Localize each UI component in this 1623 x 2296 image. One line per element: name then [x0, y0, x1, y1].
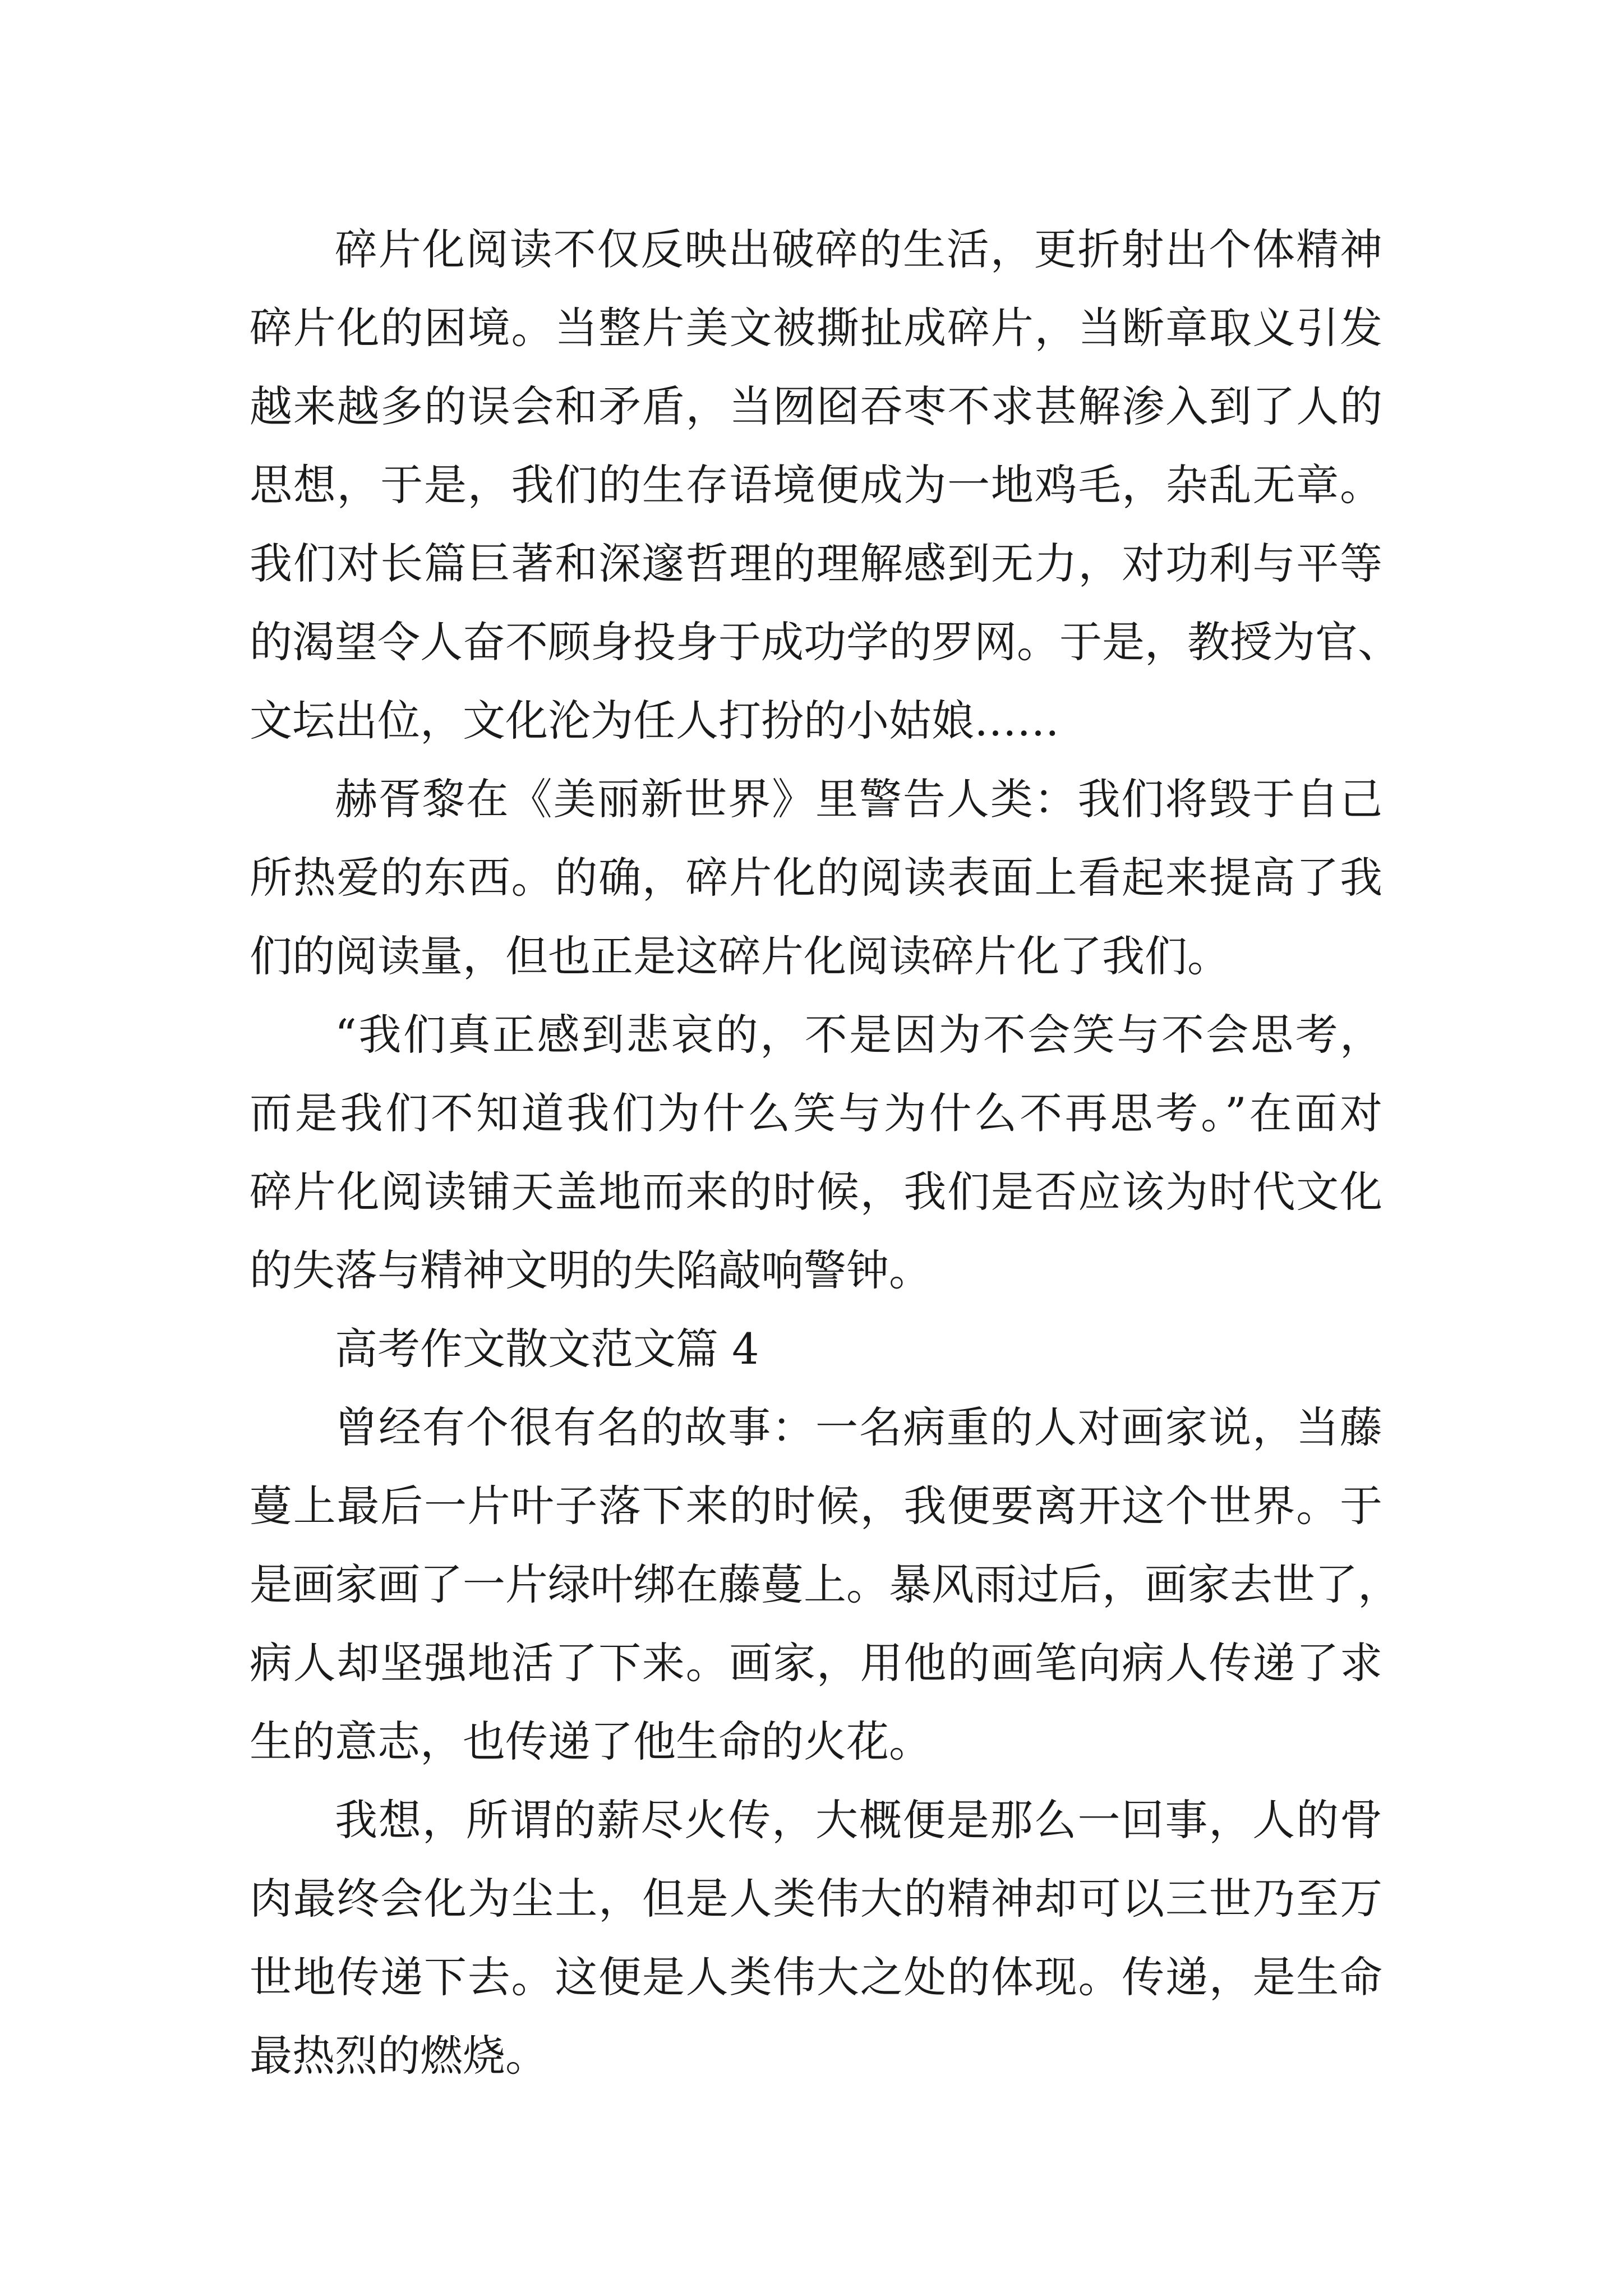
paragraph-line: 最热烈的燃烧。 — [250, 2031, 548, 2081]
paragraph-line: 曾经有个很有名的故事：一名病重的人对画家说，当藤 — [335, 1402, 1382, 1452]
section-heading: 高考作文散文范文篇 4 — [335, 1324, 759, 1374]
paragraph-line: 碎片化阅读铺天盖地而来的时候，我们是否应该为时代文化 — [250, 1167, 1382, 1217]
paragraph-line: 碎片化阅读不仅反映出破碎的生活，更折射出个体精神 — [335, 224, 1382, 274]
paragraph-line: 的失落与精神文明的失陷敲响警钟。 — [250, 1245, 932, 1295]
paragraph-line: 所热爱的东西。的确，碎片化的阅读表面上看起来提高了我 — [250, 853, 1382, 903]
paragraph-line: “我们真正感到悲哀的，不是因为不会笑与不会思考， — [335, 1010, 1382, 1060]
paragraph-line: 蔓上最后一片叶子落下来的时候，我便要离开这个世界。于 — [250, 1481, 1382, 1531]
paragraph-line: 思想，于是，我们的生存语境便成为一地鸡毛，杂乱无章。 — [250, 460, 1382, 510]
paragraph-line: 而是我们不知道我们为什么笑与为什么不再思考。”在面对 — [250, 1088, 1382, 1138]
paragraph-line: 我们对长篇巨著和深邃哲理的理解感到无力，对功利与平等 — [250, 539, 1382, 588]
paragraph-line: 越来越多的误会和矛盾，当囫囵吞枣不求甚解渗入到了人的 — [250, 381, 1382, 431]
paragraph-line: 我想，所谓的薪尽火传，大概便是那么一回事，人的骨 — [335, 1795, 1382, 1845]
paragraph-line: 的渴望令人奋不顾身投身于成功学的罗网。于是，教授为官、 — [250, 617, 1400, 667]
paragraph-line: 病人却坚强地活了下来。画家，用他的画笔向病人传递了求 — [250, 1638, 1382, 1688]
paragraph-line: 肉最终会化为尘土，但是人类伟大的精神却可以三世乃至万 — [250, 1874, 1382, 1924]
paragraph-line: 碎片化的困境。当整片美文被撕扯成碎片，当断章取义引发 — [250, 303, 1382, 353]
paragraph-line: 赫胥黎在《美丽新世界》里警告人类：我们将毁于自己 — [335, 774, 1382, 824]
paragraph-line: 世地传递下去。这便是人类伟大之处的体现。传递，是生命 — [250, 1952, 1382, 2002]
paragraph-line: 是画家画了一片绿叶绑在藤蔓上。暴风雨过后，画家去世了， — [250, 1559, 1400, 1609]
paragraph-line: 生的意志，也传递了他生命的火花。 — [250, 1717, 932, 1766]
paragraph-line: 文坛出位，文化沦为任人打扮的小姑娘…… — [250, 696, 1059, 746]
paragraph-line: 们的阅读量，但也正是这碎片化阅读碎片化了我们。 — [250, 931, 1230, 981]
